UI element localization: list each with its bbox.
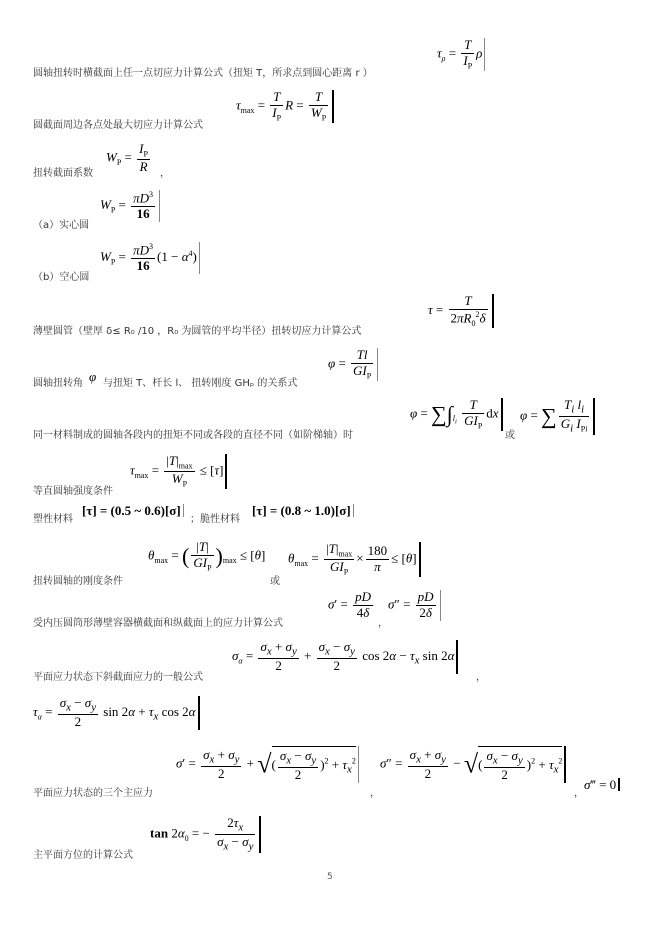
formula-thin-wall-tau: τ = $\frac{T}{2\pi R_0^2\delta}$ <box>428 294 494 328</box>
comma-2: ， <box>378 618 388 629</box>
formula-sigma2: σ″ = $\frac{\sigma_x + \sigma_y}{2}$ − √( $\frac{\sigma_x - \sigma_y}{2}$ )$^2 + \tau_x^2$ <box>380 746 566 783</box>
label-hollow-circle: （b）空心圆 <box>33 272 90 283</box>
formula-brittle: [τ] = (0.8 ~ 1.0)[σ] <box>252 504 354 517</box>
formula-tau-rho: $\tau_\rho$ = $\frac{T}{I_P}$ ρ <box>437 38 485 71</box>
label-plastic-material: 塑性材料 <box>33 514 73 525</box>
formula-strength-condition: $\tau_{max}$ = $\frac{|T|_{max}}{W_P}$ ≤ [τ] <box>130 454 227 489</box>
label-brittle-material: ；脆性材料 <box>190 514 240 525</box>
label-twist-angle: 圆轴扭转角 <box>33 378 83 389</box>
label-pressure-vessel: 受内压圆筒形薄壁容器横截面和纵截面上的应力计算公式 <box>33 618 283 629</box>
formula-phi-integral: $\varphi = \sum\int_{l_i}$ $\frac{T}{GI_P}$ dx <box>410 398 503 431</box>
formula-sigma1: σ′ = $\frac{\sigma_x + \sigma_y}{2}$ + √( $\frac{\sigma_x - \sigma_y}{2}$ )$^2 + \tau_x^2$ <box>176 746 359 783</box>
comma-4: ， <box>370 788 380 799</box>
comma: ， <box>160 168 170 179</box>
phi-symbol: φ <box>89 369 97 384</box>
formula-wp: $W_P$ = $\frac{I_P}{R}$ <box>106 141 148 174</box>
label-oblique-section: 平面应力状态下斜截面应力的一般公式 <box>33 672 203 683</box>
label-stepped-shaft: 同一材料制成的圆轴各段内的扭矩不同或各段的直径不同（如阶梯轴）时 <box>33 430 353 441</box>
comma-3: ， <box>476 672 486 683</box>
label-max-shear-stress: 圆截面周边各点处最大切应力计算公式 <box>33 120 203 131</box>
page-number: 5 <box>327 872 333 882</box>
formula-sigma-double-prime: σ″ = $\frac{pD}{2\delta}$ <box>388 590 441 621</box>
label-thin-wall-tube: 薄壁圆管（壁厚 δ≤ R₀ /10 ，R₀ 为圆管的平均半径）扭转切应力计算公式 <box>33 326 362 337</box>
formula-tau-alpha: $\tau_\alpha$ = $\frac{\sigma_x - \sigma_y}{2}$ $\sin 2\alpha + \tau_x$ cos 2α <box>33 696 200 730</box>
or-text: 或 <box>505 430 515 441</box>
label-twist-angle-tail: 与扭矩 T、杆长 l、 扭转刚度 GHₚ 的关系式 <box>103 378 298 389</box>
formula-wp-solid: $W_P$ = $\frac{\pi D^3}{16}$ <box>100 190 160 222</box>
formula-wp-hollow: $W_P$ = $\frac{\pi D^3}{16}$ $(1 - \alpha^4)$ <box>100 242 200 274</box>
label-strength-condition: 等直圆轴强度条件 <box>33 486 113 497</box>
or-text-2: 或 <box>270 576 280 587</box>
comma-5: ， <box>574 788 584 799</box>
formula-phi-sum: φ = ∑ $\frac{T_i l_i}{G_i I_{Pi}}$ <box>520 398 595 435</box>
formula-stiffness-1: $\theta_{max}$ = ( $\frac{|T|}{GI_P}$ )$_{max} \le [\theta]$ <box>148 539 266 573</box>
formula-plastic: [τ] = (0.5 ~ 0.6)[σ] <box>82 504 184 517</box>
label-principal-stresses: 平面应力状态的三个主应力 <box>33 788 153 799</box>
formula-sigma-prime: σ′ = $\frac{pD}{4\delta}$ <box>328 589 371 620</box>
label-principal-plane: 主平面方位的计算公式 <box>33 850 133 861</box>
formula-sigma3: σ‴ = 0 <box>584 778 620 791</box>
label-shear-stress-any-point: 圆轴扭转时横截面上任一点切应力计算公式（扭矩 T，所求点到圆心距离 r ） <box>33 68 373 79</box>
label-solid-circle: （a）实心圆 <box>33 220 90 231</box>
label-section-modulus: 扭转截面系数 <box>33 168 93 179</box>
formula-sigma-alpha: $\sigma_\alpha$ = $\frac{\sigma_x + \sigma_y}{2}$ + $\frac{\sigma_x - \sigma_y}{2}$ $\cos 2\alpha - \tau_x$ sin 2α <box>232 640 458 674</box>
label-stiffness-condition: 扭转圆轴的刚度条件 <box>33 576 123 587</box>
formula-tau-max: $\tau_{max}$ = $\frac{T}{I_P}$ R = $\frac{T}{W_P}$ <box>236 90 334 123</box>
formula-tan-2alpha0: $\tan 2\alpha_0$ = − $\frac{2\tau_x}{\sigma_x - \sigma_y}$ <box>150 816 261 853</box>
formula-stiffness-2: $\theta_{max}$ = $\frac{|T|_{max}}{GI_P}$ × $\frac{180}{\pi}$ ≤ [θ] <box>288 542 421 577</box>
formula-phi: φ = $\frac{Tl}{GI_P}$ <box>328 348 378 381</box>
